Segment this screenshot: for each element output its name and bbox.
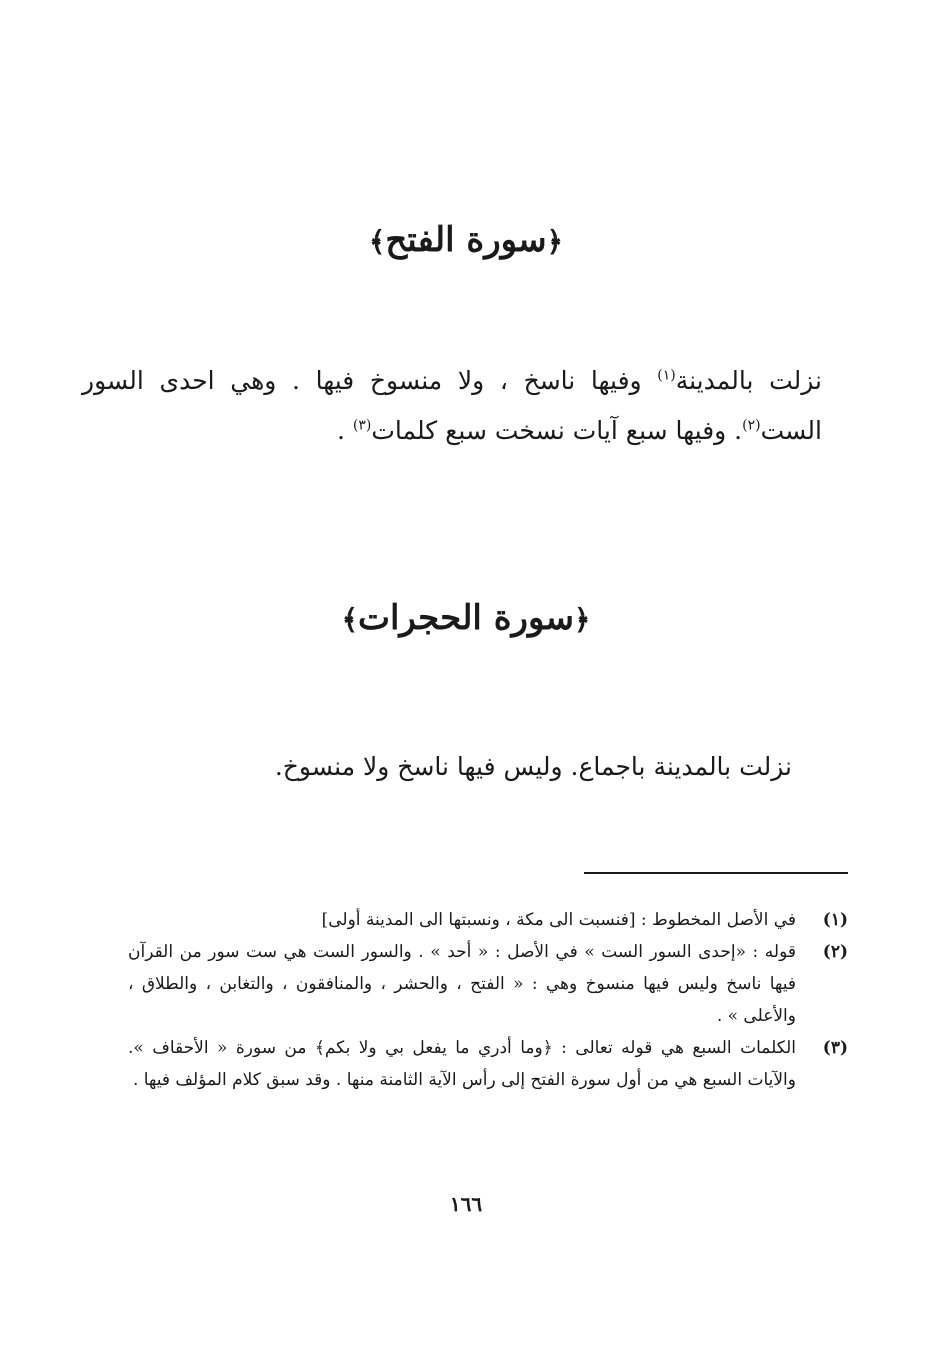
footnote-text: في الأصل المخطوط : [فنسبت الى مكة ، ونسبتها الى المدينة أولى] [321, 910, 796, 930]
footnote-number: (١) [822, 910, 848, 930]
body-text: وفيها ناسخ ، ولا منسوخ فيها . وهي احدى السور الست [82, 366, 822, 445]
body-text: . [337, 416, 353, 445]
footnote-text: الكلمات السبع هي قوله تعالى : ﴿وما أدري ما يفعل بي ولا بكم﴾ من سورة « الأحقاف ». والآيات السبع هي من أول سورة الفتح إلى رأس الآية الثامنة منها . وقد سبق كلام المؤلف فيها . [128, 1038, 796, 1090]
footnote-item [128, 1032, 848, 1096]
footnote-item [128, 904, 848, 936]
section-body-al-fath [82, 356, 822, 456]
ornate-bracket-open: ﴿ [574, 603, 591, 636]
footnote-number: (٣) [822, 1038, 848, 1058]
ornate-bracket-close: ﴾ [341, 603, 358, 636]
footnote-ref: (٢) [742, 417, 761, 434]
section-title: سورة الفتح [385, 220, 547, 260]
section-heading-al-hujurat [0, 598, 932, 639]
footnote-text: قوله : «إحدى السور الست » في الأصل : « أحد » . والسور الست هي ست سور من القرآن فيها ناسخ وليس فيها منسوخ وهي : « الفتح ، والحشر ، والمنافقون ، والتغابن ، والطلاق ، والأعلى » . [128, 942, 796, 1026]
footnote-separator [584, 872, 848, 874]
section-heading-al-fath [0, 220, 932, 261]
page-number: ١٦٦ [449, 1192, 483, 1216]
footnote-number: (٢) [822, 942, 848, 962]
ornate-bracket-open: ﴿ [546, 225, 564, 258]
body-text: . وفيها سبع آيات نسخت سبع كلمات [371, 416, 743, 445]
body-text: نزلت بالمدينة [675, 366, 822, 395]
body-text: نزلت بالمدينة باجماع. وليس فيها ناسخ ولا منسوخ. [274, 752, 792, 781]
footnote-item [128, 936, 848, 1032]
footnote-ref: (١) [657, 367, 676, 384]
section-title: سورة الحجرات [357, 598, 575, 638]
footnote-ref: (٣) [352, 417, 372, 434]
ornate-bracket-close: ﴾ [368, 225, 386, 258]
footnotes [128, 904, 848, 1096]
section-body-al-hujurat [112, 742, 792, 792]
